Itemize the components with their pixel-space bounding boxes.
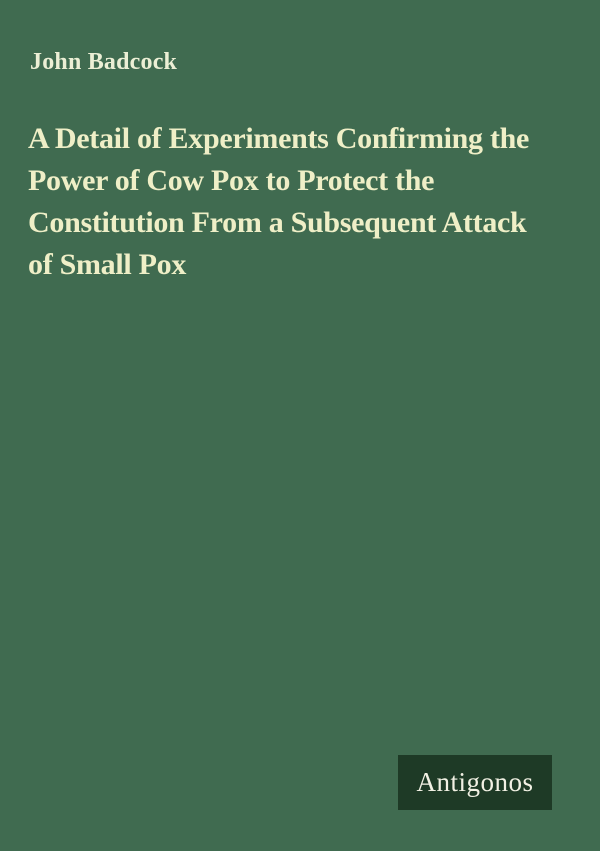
title-line-1: A Detail of Experiments Confirming the bbox=[28, 122, 530, 155]
title-line-4: of Small Pox bbox=[28, 248, 187, 281]
title-line-3: Constitution From a Subsequent Attack bbox=[28, 206, 527, 239]
title-line-2: Power of Cow Pox to Protect the bbox=[28, 164, 435, 197]
publisher-name: Antigonos bbox=[416, 767, 534, 797]
book-title bbox=[28, 118, 588, 286]
publisher-logo-box bbox=[398, 755, 552, 810]
author-name: John Badcock bbox=[30, 49, 178, 75]
